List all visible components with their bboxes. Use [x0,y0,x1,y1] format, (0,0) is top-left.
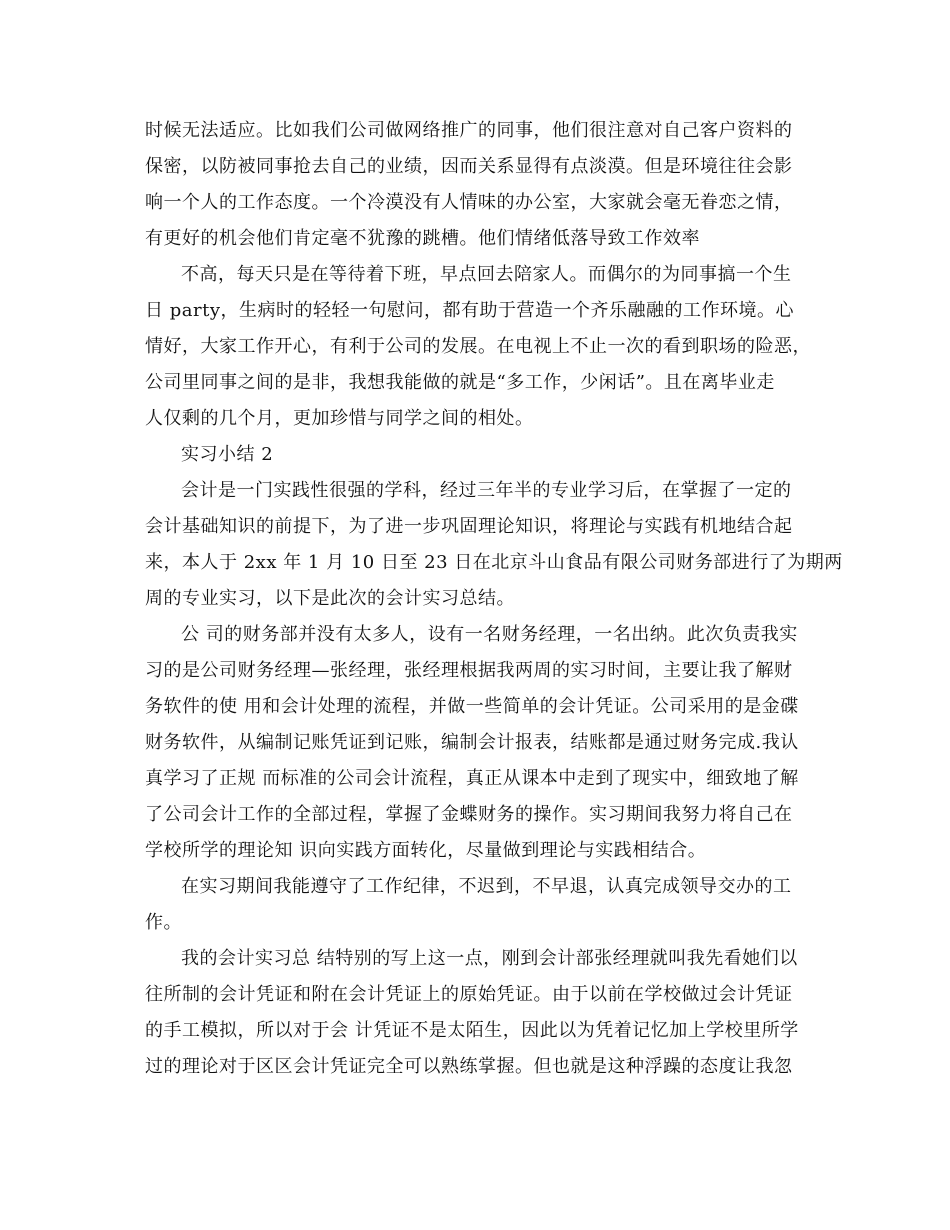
text-line: 会计基础知识的前提下，为了进一步巩固理论知识，将理论与实践有机地结合起 [145,516,793,537]
text-line: 在实习期间我能遵守了工作纪律，不迟到，不早退，认真完成领导交办的工 [181,876,792,897]
text-line: 人仅剩的几个月，更加珍惜与同学之间的相处。 [145,408,534,429]
text-line: 了公司会计工作的全部过程，掌握了金蝶财务的操作。实习期间我努力将自己在 [145,804,793,825]
text-line: 时候无法适应。比如我们公司做网络推广的同事，他们很注意对自己客户资料的 [145,120,793,141]
text-line: 习的是公司财务经理—张经理，张经理根据我两周的实习时间，主要让我了解财 [145,660,793,681]
section-heading: 实习小结 2 [181,444,274,465]
text-line: 周的专业实习，以下是此次的会计实习总结。 [145,588,515,609]
text-line: 财务软件，从编制记账凭证到记账，编制会计报表，结账都是通过财务完成.我认 [145,732,799,753]
text-line: 响一个人的工作态度。一个冷漠没有人情味的办公室，大家就会毫无眷恋之情， [145,192,793,213]
text-line: 作。 [145,912,182,933]
text-line: 日 party，生病时的轻轻一句慰问，都有助于营造一个齐乐融融的工作环境。心 [145,300,794,321]
text-line: 公司里同事之间的是非，我想我能做的就是“多工作，少闲话”。且在离毕业走 [145,372,775,393]
text-line: 保密，以防被同事抢去自己的业绩，因而关系显得有点淡漠。但是环境往往会影 [145,156,793,177]
text-line: 会计是一门实践性很强的学科，经过三年半的专业学习后，在掌握了一定的 [181,480,792,501]
text-line: 不高，每天只是在等待着下班，早点回去陪家人。而偶尔的为同事搞一个生 [181,264,792,285]
text-line: 有更好的机会他们肯定毫不犹豫的跳槽。他们情绪低落导致工作效率 [145,228,700,249]
text-line: 往所制的会计凭证和附在会计凭证上的原始凭证。由于以前在学校做过会计凭证 [145,984,793,1005]
text-line: 真学习了正规 而标准的公司会计流程，真正从课本中走到了现实中，细致地了解 [145,768,799,789]
text-line: 公 司的财务部并没有太多人，设有一名财务经理，一名出纳。此次负责我实 [181,624,798,645]
text-line: 来，本人于 2xx 年 1 月 10 日至 23 日在北京斗山食品有限公司财务部进行了为期两 [145,552,843,573]
text-line: 的手工模拟，所以对于会 计凭证不是太陌生，因此以为凭着记忆加上学校里所学 [145,1020,799,1041]
text-line: 务软件的使 用和会计处理的流程，并做一些简单的会计凭证。公司采用的是金碟 [145,696,799,717]
text-line: 我的会计实习总 结特别的写上这一点，刚到会计部张经理就叫我先看她们以 [181,948,798,969]
text-line: 过的理论对于区区会计凭证完全可以熟练掌握。但也就是这种浮躁的态度让我忽 [145,1056,793,1077]
text-line: 学校所学的理论知 识向实践方面转化，尽量做到理论与实践相结合。 [145,840,707,861]
text-line: 情好，大家工作开心，有利于公司的发展。在电视上不止一次的看到职场的险恶， [145,336,811,357]
